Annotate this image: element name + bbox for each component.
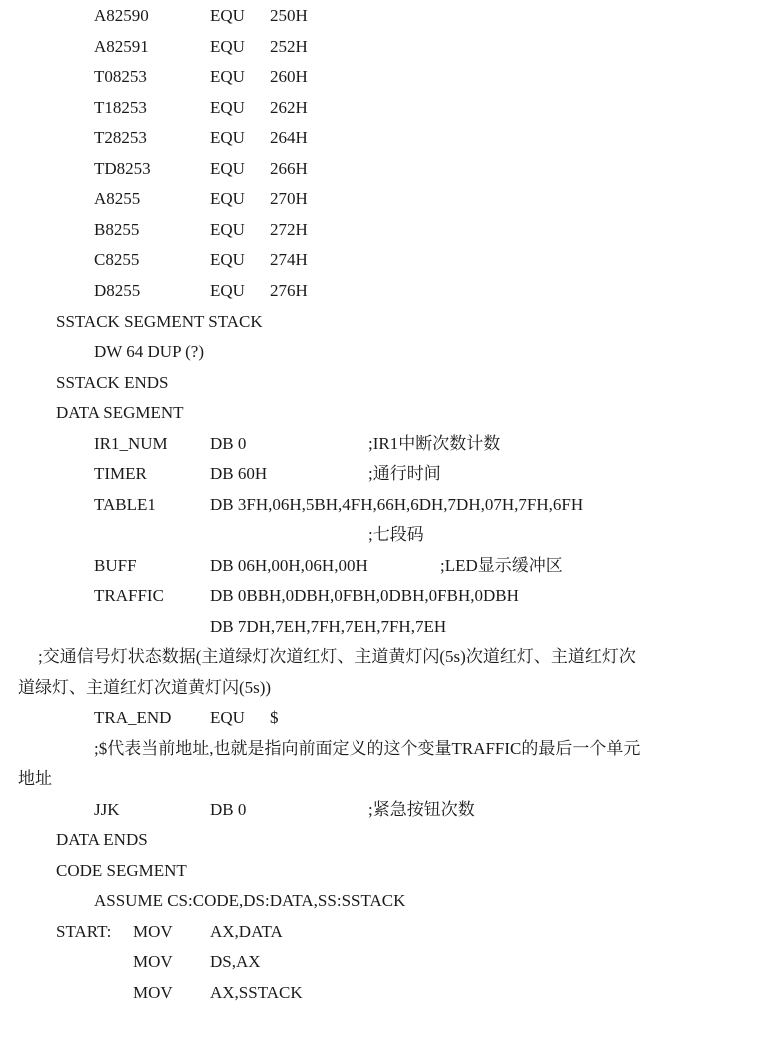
value: 266H [270, 159, 308, 178]
directive: EQU [210, 159, 245, 178]
directive: EQU [210, 250, 245, 269]
var-def: DB 0 [210, 800, 247, 819]
directive: EQU [210, 281, 245, 300]
directive: EQU [210, 189, 245, 208]
symbol-name: A8255 [94, 189, 141, 208]
symbol-name: C8255 [94, 250, 140, 269]
var-name: TABLE1 [94, 495, 156, 514]
instruction: MOV [133, 952, 173, 971]
operands: DS,AX [210, 952, 261, 971]
comment-line: ;交通信号灯状态数据(主道绿灯次道红灯、主道黄灯闪(5s)次道红灯、主道红灯次 [38, 647, 636, 666]
symbol-name: TD8253 [94, 159, 151, 178]
var-def: DB 0BBH,0DBH,0FBH,0DBH,0FBH,0DBH [210, 586, 519, 605]
stack-segment-end: SSTACK ENDS [56, 373, 169, 392]
data-segment-start: DATA SEGMENT [56, 403, 184, 422]
value: 260H [270, 67, 308, 86]
instruction: MOV [133, 922, 173, 941]
symbol-name: B8255 [94, 220, 140, 239]
value: 250H [270, 6, 308, 25]
instruction: MOV [133, 983, 173, 1002]
var-comment: ;通行时间 [368, 464, 441, 483]
value: $ [270, 708, 279, 727]
directive: EQU [210, 37, 245, 56]
symbol-name: T18253 [94, 98, 147, 117]
value: 276H [270, 281, 308, 300]
operands: AX,SSTACK [210, 983, 303, 1002]
code-segment-start: CODE SEGMENT [56, 861, 187, 880]
var-name: IR1_NUM [94, 434, 168, 453]
var-def: DB 3FH,06H,5BH,4FH,66H,6DH,7DH,07H,7FH,6FH [210, 495, 584, 514]
var-name: BUFF [94, 556, 137, 575]
data-segment-end: DATA ENDS [56, 830, 148, 849]
var-def-continued: DB 7DH,7EH,7FH,7EH,7FH,7EH [210, 617, 447, 636]
var-comment: ;IR1中断次数计数 [368, 434, 501, 453]
var-def: DB 06H,00H,06H,00H [210, 556, 368, 575]
var-name: TRAFFIC [94, 586, 164, 605]
var-name: JJK [94, 800, 120, 819]
directive: EQU [210, 67, 245, 86]
var-name: TRA_END [94, 708, 172, 727]
var-def: DB 0 [210, 434, 247, 453]
value: 252H [270, 37, 308, 56]
value: 264H [270, 128, 308, 147]
symbol-name: A82590 [94, 6, 149, 25]
symbol-name: D8255 [94, 281, 141, 300]
var-comment: ;紧急按钮次数 [368, 800, 475, 819]
value: 270H [270, 189, 308, 208]
comment-line: ;$代表当前地址,也就是指向前面定义的这个变量TRAFFIC的最后一个单元 [94, 739, 641, 758]
symbol-name: T28253 [94, 128, 147, 147]
value: 262H [270, 98, 308, 117]
comment-line: 地址 [18, 769, 52, 788]
directive: EQU [210, 6, 245, 25]
directive: EQU [210, 708, 245, 727]
operands: AX,DATA [210, 922, 283, 941]
stack-dw-line: DW 64 DUP (?) [94, 342, 205, 361]
var-comment: ;七段码 [368, 525, 424, 544]
code-label: START: [56, 922, 112, 941]
var-name: TIMER [94, 464, 147, 483]
symbol-name: A82591 [94, 37, 149, 56]
stack-segment-start: SSTACK SEGMENT STACK [56, 312, 263, 331]
symbol-name: T08253 [94, 67, 147, 86]
var-comment: ;LED显示缓冲区 [440, 556, 563, 575]
directive: EQU [210, 220, 245, 239]
directive: EQU [210, 128, 245, 147]
assume-line: ASSUME CS:CODE,DS:DATA,SS:SSTACK [94, 891, 406, 910]
value: 272H [270, 220, 308, 239]
comment-line: 道绿灯、主道红灯次道黄灯闪(5s)) [18, 678, 272, 697]
var-def: DB 60H [210, 464, 268, 483]
value: 274H [270, 250, 308, 269]
directive: EQU [210, 98, 245, 117]
